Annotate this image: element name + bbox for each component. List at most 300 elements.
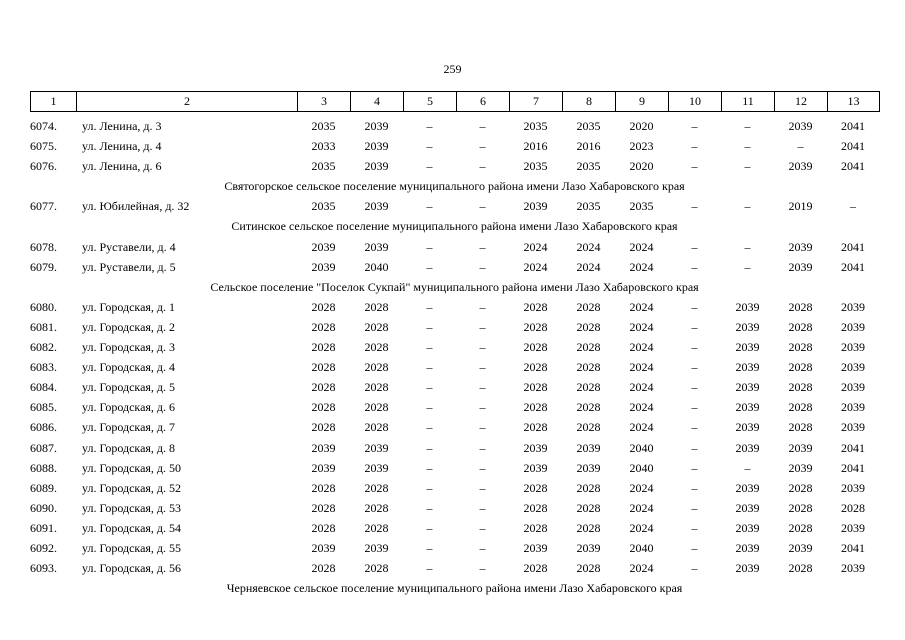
year-cell: 2039 bbox=[364, 540, 389, 555]
address-cell: ул. Городская, д. 4 bbox=[82, 360, 176, 375]
year-cell: 2024 bbox=[629, 259, 654, 274]
column-header-12: 12 bbox=[775, 92, 828, 112]
table-row bbox=[30, 498, 879, 518]
address-cell: ул. Руставели, д. 5 bbox=[82, 259, 176, 274]
year-cell: 2028 bbox=[523, 299, 548, 314]
year-cell: 2039 bbox=[576, 440, 601, 455]
year-cell: 2028 bbox=[364, 299, 389, 314]
year-cell: 2039 bbox=[788, 119, 813, 133]
year-cell: 2039 bbox=[841, 520, 865, 535]
year-cell: – bbox=[479, 480, 486, 495]
table-row bbox=[30, 297, 879, 317]
year-cell: 2039 bbox=[364, 199, 389, 214]
row-number: 6085. bbox=[30, 400, 57, 415]
address-cell: ул. Ленина, д. 6 bbox=[82, 159, 162, 174]
column-header-11: 11 bbox=[722, 92, 775, 112]
year-cell: 2035 bbox=[576, 199, 601, 214]
year-cell: 2040 bbox=[629, 460, 654, 475]
year-cell: 2028 bbox=[788, 480, 813, 495]
year-cell: 2028 bbox=[788, 299, 813, 314]
year-cell: – bbox=[691, 199, 698, 214]
year-cell: – bbox=[426, 500, 433, 515]
year-cell: 2028 bbox=[576, 400, 601, 415]
year-cell: – bbox=[797, 139, 804, 154]
year-cell: 2019 bbox=[788, 199, 813, 214]
year-cell: 2039 bbox=[788, 239, 813, 254]
year-cell: – bbox=[479, 540, 486, 555]
table-row bbox=[30, 478, 879, 498]
year-cell: 2039 bbox=[841, 360, 865, 375]
year-cell: 2028 bbox=[311, 299, 336, 314]
column-header-10: 10 bbox=[669, 92, 722, 112]
column-header-8: 8 bbox=[563, 92, 616, 112]
year-cell: 2039 bbox=[576, 540, 601, 555]
year-cell: 2028 bbox=[788, 340, 813, 355]
year-cell: – bbox=[691, 520, 698, 535]
year-cell: – bbox=[479, 340, 486, 355]
address-cell: ул. Городская, д. 55 bbox=[82, 540, 182, 555]
year-cell: 2028 bbox=[788, 380, 813, 395]
year-cell: 2028 bbox=[523, 480, 548, 495]
column-header-6: 6 bbox=[457, 92, 510, 112]
year-cell: – bbox=[426, 239, 433, 254]
year-cell: 2039 bbox=[735, 319, 760, 334]
year-cell: 2028 bbox=[576, 500, 601, 515]
year-cell: 2035 bbox=[311, 119, 336, 133]
year-cell: 2039 bbox=[311, 440, 336, 455]
year-cell: 2024 bbox=[576, 239, 601, 254]
address-cell: ул. Ленина, д. 3 bbox=[82, 119, 162, 133]
address-cell: ул. Юбилейная, д. 32 bbox=[82, 199, 190, 214]
year-cell: – bbox=[691, 440, 698, 455]
address-cell: ул. Ленина, д. 4 bbox=[82, 139, 162, 154]
column-header-1: 1 bbox=[31, 92, 77, 112]
year-cell: – bbox=[744, 239, 751, 254]
row-number: 6089. bbox=[30, 480, 57, 495]
year-cell: 2039 bbox=[364, 460, 389, 475]
address-cell: ул. Городская, д. 53 bbox=[82, 500, 182, 515]
year-cell: 2039 bbox=[788, 460, 813, 475]
year-cell: 2039 bbox=[841, 480, 865, 495]
year-cell: 2028 bbox=[576, 360, 601, 375]
year-cell: 2024 bbox=[629, 520, 654, 535]
row-number: 6092. bbox=[30, 540, 57, 555]
table-row bbox=[30, 156, 879, 176]
year-cell: 2039 bbox=[735, 400, 760, 415]
year-cell: 2016 bbox=[576, 139, 601, 154]
year-cell: 2039 bbox=[841, 340, 865, 355]
year-cell: – bbox=[479, 420, 486, 435]
year-cell: 2039 bbox=[841, 420, 865, 435]
year-cell: 2028 bbox=[523, 561, 548, 576]
year-cell: 2028 bbox=[364, 561, 389, 576]
table-row bbox=[30, 136, 879, 156]
year-cell: – bbox=[426, 460, 433, 475]
year-cell: 2039 bbox=[841, 299, 865, 314]
year-cell: 2028 bbox=[523, 319, 548, 334]
year-cell: 2028 bbox=[576, 520, 601, 535]
year-cell: – bbox=[691, 319, 698, 334]
year-cell: – bbox=[426, 420, 433, 435]
year-cell: 2039 bbox=[841, 319, 865, 334]
year-cell: 2028 bbox=[364, 400, 389, 415]
year-cell: 2028 bbox=[523, 360, 548, 375]
table-row bbox=[30, 257, 879, 277]
year-cell: 2041 bbox=[841, 239, 865, 254]
year-cell: 2028 bbox=[311, 500, 336, 515]
row-number: 6084. bbox=[30, 380, 57, 395]
year-cell: – bbox=[426, 199, 433, 214]
year-cell: – bbox=[426, 440, 433, 455]
year-cell: 2020 bbox=[629, 159, 654, 174]
year-cell: – bbox=[744, 199, 751, 214]
address-cell: ул. Городская, д. 5 bbox=[82, 380, 176, 395]
year-cell: 2040 bbox=[364, 259, 389, 274]
column-number-header bbox=[30, 91, 880, 112]
year-cell: 2041 bbox=[841, 159, 865, 174]
table-row bbox=[30, 458, 879, 478]
year-cell: 2039 bbox=[841, 380, 865, 395]
year-cell: – bbox=[479, 119, 486, 133]
section-heading: Черняевское сельское поселение муниципального района имени Лазо Хабаровского края bbox=[226, 581, 683, 596]
year-cell: 2039 bbox=[735, 480, 760, 495]
year-cell: 2028 bbox=[788, 561, 813, 576]
table-row bbox=[30, 337, 879, 357]
year-cell: – bbox=[744, 119, 751, 133]
year-cell: 2041 bbox=[841, 139, 865, 154]
year-cell: – bbox=[479, 440, 486, 455]
row-number: 6074. bbox=[30, 119, 57, 133]
column-header-13: 13 bbox=[828, 92, 880, 112]
table-row bbox=[30, 438, 879, 458]
year-cell: 2039 bbox=[311, 540, 336, 555]
column-header-7: 7 bbox=[510, 92, 563, 112]
year-cell: 2024 bbox=[629, 380, 654, 395]
year-cell: 2040 bbox=[629, 440, 654, 455]
row-number: 6081. bbox=[30, 319, 57, 334]
year-cell: 2033 bbox=[311, 139, 336, 154]
year-cell: – bbox=[691, 380, 698, 395]
year-cell: 2039 bbox=[364, 239, 389, 254]
year-cell: 2035 bbox=[576, 119, 601, 133]
year-cell: – bbox=[691, 119, 698, 133]
year-cell: – bbox=[744, 259, 751, 274]
row-number: 6086. bbox=[30, 420, 57, 435]
year-cell: 2039 bbox=[735, 380, 760, 395]
year-cell: 2039 bbox=[735, 520, 760, 535]
year-cell: – bbox=[691, 561, 698, 576]
year-cell: 2020 bbox=[629, 119, 654, 133]
year-cell: 2039 bbox=[523, 460, 548, 475]
year-cell: 2039 bbox=[788, 440, 813, 455]
table-body bbox=[30, 116, 879, 598]
year-cell: 2028 bbox=[364, 500, 389, 515]
year-cell: 2024 bbox=[629, 360, 654, 375]
address-cell: ул. Городская, д. 6 bbox=[82, 400, 176, 415]
year-cell: 2028 bbox=[311, 340, 336, 355]
year-cell: 2039 bbox=[735, 540, 760, 555]
year-cell: 2028 bbox=[576, 319, 601, 334]
year-cell: 2028 bbox=[788, 520, 813, 535]
year-cell: 2035 bbox=[311, 199, 336, 214]
year-cell: – bbox=[691, 400, 698, 415]
table-row bbox=[30, 558, 879, 578]
table-row bbox=[30, 538, 879, 558]
year-cell: 2039 bbox=[735, 500, 760, 515]
year-cell: 2035 bbox=[311, 159, 336, 174]
year-cell: 2039 bbox=[735, 561, 760, 576]
year-cell: 2028 bbox=[788, 500, 813, 515]
year-cell: 2039 bbox=[364, 139, 389, 154]
year-cell: 2024 bbox=[629, 340, 654, 355]
row-number: 6082. bbox=[30, 340, 57, 355]
section-heading: Ситинское сельское поселение муниципального района имени Лазо Хабаровского края bbox=[231, 219, 678, 234]
year-cell: – bbox=[691, 259, 698, 274]
row-number: 6080. bbox=[30, 299, 57, 314]
year-cell: 2024 bbox=[629, 400, 654, 415]
year-cell: 2041 bbox=[841, 460, 865, 475]
year-cell: 2035 bbox=[629, 199, 654, 214]
year-cell: 2028 bbox=[364, 340, 389, 355]
year-cell: 2035 bbox=[576, 159, 601, 174]
year-cell: – bbox=[691, 480, 698, 495]
year-cell: 2028 bbox=[576, 561, 601, 576]
year-cell: – bbox=[426, 360, 433, 375]
year-cell: – bbox=[850, 199, 856, 214]
year-cell: 2028 bbox=[311, 561, 336, 576]
year-cell: 2028 bbox=[788, 420, 813, 435]
year-cell: – bbox=[479, 299, 486, 314]
page-number: 259 bbox=[443, 62, 462, 76]
row-number: 6079. bbox=[30, 259, 57, 274]
address-cell: ул. Городская, д. 56 bbox=[82, 561, 182, 576]
year-cell: 2024 bbox=[523, 239, 548, 254]
year-cell: – bbox=[426, 259, 433, 274]
year-cell: 2028 bbox=[576, 380, 601, 395]
year-cell: 2041 bbox=[841, 540, 865, 555]
year-cell: – bbox=[479, 460, 486, 475]
year-cell: – bbox=[426, 299, 433, 314]
year-cell: – bbox=[479, 239, 486, 254]
year-cell: 2028 bbox=[311, 380, 336, 395]
year-cell: 2039 bbox=[523, 540, 548, 555]
year-cell: 2028 bbox=[311, 480, 336, 495]
year-cell: 2028 bbox=[523, 340, 548, 355]
year-cell: – bbox=[691, 460, 698, 475]
row-number: 6076. bbox=[30, 159, 57, 174]
table-row bbox=[30, 237, 879, 257]
address-cell: ул. Городская, д. 7 bbox=[82, 420, 176, 435]
table-row bbox=[30, 397, 879, 417]
year-cell: 2039 bbox=[788, 259, 813, 274]
year-cell: – bbox=[691, 500, 698, 515]
year-cell: 2024 bbox=[629, 561, 654, 576]
year-cell: – bbox=[744, 159, 751, 174]
year-cell: – bbox=[426, 319, 433, 334]
column-header-2: 2 bbox=[77, 92, 298, 112]
year-cell: 2028 bbox=[523, 380, 548, 395]
year-cell: – bbox=[426, 119, 433, 133]
column-header-9: 9 bbox=[616, 92, 669, 112]
row-number: 6093. bbox=[30, 561, 57, 576]
year-cell: – bbox=[479, 159, 486, 174]
table-row bbox=[30, 196, 879, 216]
year-cell: 2028 bbox=[364, 480, 389, 495]
year-cell: – bbox=[479, 199, 486, 214]
year-cell: – bbox=[479, 400, 486, 415]
year-cell: – bbox=[479, 561, 486, 576]
year-cell: 2028 bbox=[364, 319, 389, 334]
year-cell: 2039 bbox=[735, 299, 760, 314]
table-row bbox=[30, 317, 879, 337]
year-cell: 2016 bbox=[523, 139, 548, 154]
year-cell: 2039 bbox=[576, 460, 601, 475]
year-cell: 2041 bbox=[841, 259, 865, 274]
year-cell: 2028 bbox=[523, 500, 548, 515]
column-header-3: 3 bbox=[298, 92, 351, 112]
year-cell: 2024 bbox=[629, 500, 654, 515]
year-cell: 2028 bbox=[576, 299, 601, 314]
year-cell: 2024 bbox=[576, 259, 601, 274]
year-cell: 2028 bbox=[576, 420, 601, 435]
year-cell: – bbox=[691, 420, 698, 435]
year-cell: 2028 bbox=[523, 400, 548, 415]
year-cell: – bbox=[426, 561, 433, 576]
year-cell: 2028 bbox=[364, 520, 389, 535]
table-row bbox=[30, 518, 879, 538]
year-cell: – bbox=[691, 540, 698, 555]
row-number: 6078. bbox=[30, 239, 57, 254]
address-cell: ул. Городская, д. 3 bbox=[82, 340, 176, 355]
row-number: 6075. bbox=[30, 139, 57, 154]
row-number: 6087. bbox=[30, 440, 57, 455]
year-cell: – bbox=[426, 540, 433, 555]
year-cell: 2028 bbox=[364, 360, 389, 375]
year-cell: 2028 bbox=[576, 340, 601, 355]
year-cell: 2024 bbox=[629, 480, 654, 495]
year-cell: 2028 bbox=[523, 420, 548, 435]
year-cell: 2041 bbox=[841, 119, 865, 133]
year-cell: 2039 bbox=[735, 440, 760, 455]
year-cell: – bbox=[691, 239, 698, 254]
year-cell: – bbox=[426, 340, 433, 355]
year-cell: – bbox=[691, 340, 698, 355]
year-cell: – bbox=[426, 400, 433, 415]
year-cell: 2024 bbox=[629, 299, 654, 314]
row-number: 6091. bbox=[30, 520, 57, 535]
year-cell: – bbox=[479, 259, 486, 274]
year-cell: 2024 bbox=[629, 239, 654, 254]
year-cell: 2035 bbox=[523, 159, 548, 174]
year-cell: – bbox=[479, 360, 486, 375]
year-cell: 2035 bbox=[523, 119, 548, 133]
year-cell: 2028 bbox=[311, 319, 336, 334]
table-row bbox=[30, 116, 879, 136]
year-cell: 2028 bbox=[311, 520, 336, 535]
year-cell: 2039 bbox=[788, 159, 813, 174]
year-cell: 2041 bbox=[841, 440, 865, 455]
year-cell: – bbox=[479, 319, 486, 334]
year-cell: – bbox=[691, 159, 698, 174]
address-cell: ул. Городская, д. 8 bbox=[82, 440, 176, 455]
year-cell: 2039 bbox=[735, 340, 760, 355]
year-cell: – bbox=[691, 299, 698, 314]
address-cell: ул. Городская, д. 1 bbox=[82, 299, 176, 314]
year-cell: – bbox=[691, 360, 698, 375]
column-header-4: 4 bbox=[351, 92, 404, 112]
row-number: 6090. bbox=[30, 500, 57, 515]
year-cell: 2040 bbox=[629, 540, 654, 555]
year-cell: 2028 bbox=[788, 319, 813, 334]
year-cell: 2028 bbox=[788, 400, 813, 415]
year-cell: 2028 bbox=[841, 500, 865, 515]
year-cell: – bbox=[479, 500, 486, 515]
year-cell: 2028 bbox=[311, 360, 336, 375]
year-cell: 2039 bbox=[311, 239, 336, 254]
year-cell: 2039 bbox=[523, 199, 548, 214]
year-cell: – bbox=[479, 520, 486, 535]
year-cell: 2039 bbox=[735, 360, 760, 375]
year-cell: 2039 bbox=[364, 440, 389, 455]
address-cell: ул. Городская, д. 54 bbox=[82, 520, 182, 535]
year-cell: 2023 bbox=[629, 139, 654, 154]
year-cell: – bbox=[426, 380, 433, 395]
year-cell: 2024 bbox=[629, 420, 654, 435]
year-cell: – bbox=[744, 460, 751, 475]
row-number: 6083. bbox=[30, 360, 57, 375]
year-cell: 2024 bbox=[629, 319, 654, 334]
year-cell: – bbox=[479, 139, 486, 154]
year-cell: 2039 bbox=[364, 119, 389, 133]
year-cell: 2028 bbox=[311, 420, 336, 435]
year-cell: 2039 bbox=[311, 259, 336, 274]
table-row bbox=[30, 377, 879, 397]
year-cell: 2028 bbox=[364, 420, 389, 435]
year-cell: 2039 bbox=[311, 460, 336, 475]
row-number: 6088. bbox=[30, 460, 57, 475]
year-cell: – bbox=[426, 480, 433, 495]
column-header-5: 5 bbox=[404, 92, 457, 112]
year-cell: 2039 bbox=[841, 400, 865, 415]
year-cell: 2039 bbox=[788, 540, 813, 555]
year-cell: – bbox=[426, 159, 433, 174]
year-cell: – bbox=[691, 139, 698, 154]
address-cell: ул. Городская, д. 50 bbox=[82, 460, 182, 475]
year-cell: 2028 bbox=[788, 360, 813, 375]
year-cell: 2028 bbox=[364, 380, 389, 395]
row-number: 6077. bbox=[30, 199, 57, 214]
address-cell: ул. Городская, д. 52 bbox=[82, 480, 182, 495]
year-cell: 2039 bbox=[364, 159, 389, 174]
year-cell: – bbox=[479, 380, 486, 395]
year-cell: 2028 bbox=[576, 480, 601, 495]
table-row bbox=[30, 417, 879, 437]
table-row bbox=[30, 357, 879, 377]
address-cell: ул. Руставели, д. 4 bbox=[82, 239, 176, 254]
address-cell: ул. Городская, д. 2 bbox=[82, 319, 176, 334]
year-cell: 2039 bbox=[841, 561, 865, 576]
year-cell: – bbox=[744, 139, 751, 154]
year-cell: 2039 bbox=[523, 440, 548, 455]
section-heading: Сельское поселение "Поселок Сукпай" муниципального района имени Лазо Хабаровского края bbox=[210, 279, 699, 294]
year-cell: 2028 bbox=[311, 400, 336, 415]
year-cell: 2024 bbox=[523, 259, 548, 274]
year-cell: – bbox=[426, 139, 433, 154]
section-heading: Святогорское сельское поселение муниципального района имени Лазо Хабаровского края bbox=[224, 179, 685, 194]
year-cell: 2039 bbox=[735, 420, 760, 435]
year-cell: 2028 bbox=[523, 520, 548, 535]
year-cell: – bbox=[426, 520, 433, 535]
